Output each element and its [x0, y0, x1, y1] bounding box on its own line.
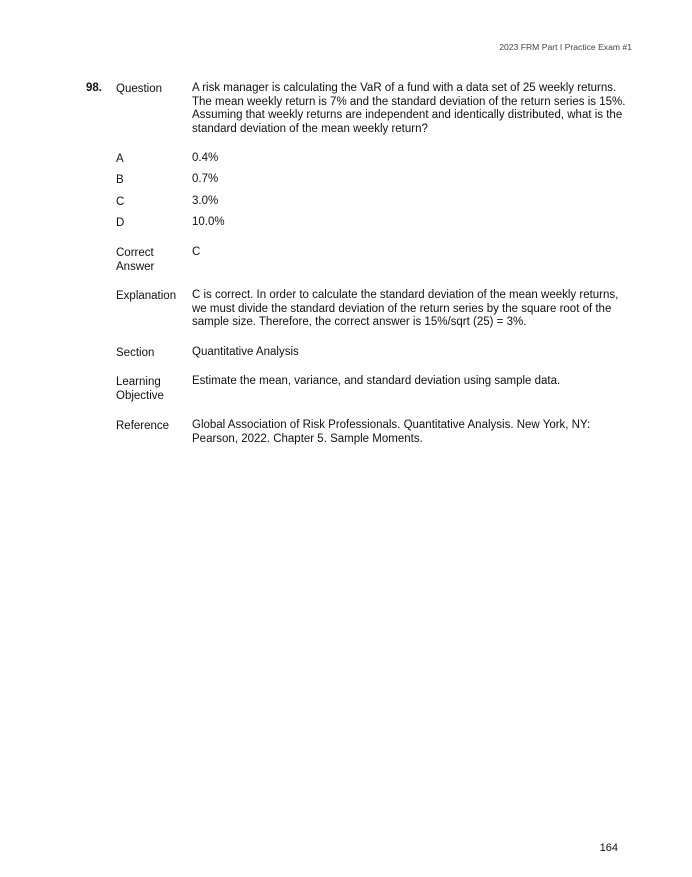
option-letter: D — [116, 217, 125, 229]
option-letter: B — [116, 174, 124, 186]
learning-objective-value: Estimate the mean, variance, and standard deviation using sample data. — [192, 375, 561, 387]
option-letter: A — [116, 153, 124, 165]
correct-answer-label: Correct Answer — [116, 247, 155, 273]
correct-answer-value: C — [192, 246, 201, 258]
option-text: 0.4% — [192, 152, 219, 164]
question-label: Question — [116, 83, 163, 95]
explanation-label: Explanation — [116, 290, 177, 302]
page-header: 2023 FRM Part I Practice Exam #1 — [499, 42, 632, 52]
option-text: 0.7% — [192, 173, 219, 185]
question-number: 98. — [86, 82, 102, 94]
learning-objective-label: Learning Objective — [116, 376, 164, 402]
reference-label: Reference — [116, 420, 170, 432]
reference-value: Global Association of Risk Professionals. Quantitative Analysis. New York, NY: Pearson, 2022. Chapter 5. Sample Moments. — [192, 419, 591, 445]
option-text: 3.0% — [192, 195, 219, 207]
explanation-text: C is correct. In order to calculate the standard deviation of the mean weekly returns, we must divide the standard deviation of the return series by the square root of the sample size. Therefore, the correct answer is 15%/sqrt (25) = 3%. — [192, 289, 619, 328]
question-text: A risk manager is calculating the VaR of a fund with a data set of 25 weekly returns. The mean weekly return is 7% and the standard deviation of the return series is 15%. Assuming that weekly returns are independent and identically distributed, what is the standard deviation of the mean weekly return? — [192, 82, 626, 135]
option-letter: C — [116, 196, 125, 208]
section-label: Section — [116, 347, 155, 359]
section-value: Quantitative Analysis — [192, 346, 299, 358]
option-text: 10.0% — [192, 216, 225, 228]
page-number: 164 — [599, 842, 618, 854]
